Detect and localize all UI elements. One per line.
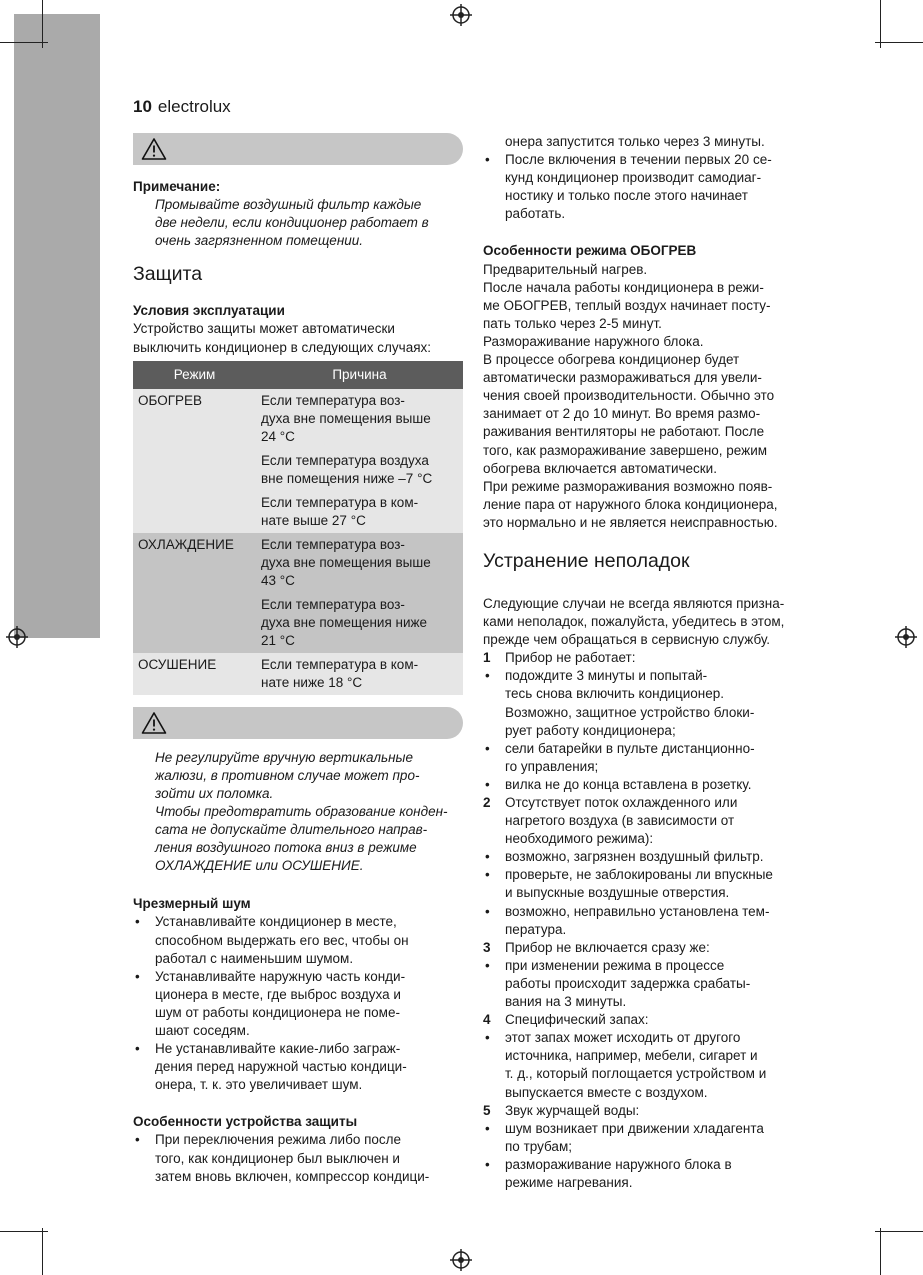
text-line: автоматически размораживаться для увели- — [483, 370, 762, 386]
conditions-line: выключить кондиционер в следующих случаях: — [133, 339, 432, 355]
crop-mark — [42, 1228, 43, 1275]
warning-line: сата не допускайте длительного направ- — [155, 822, 428, 838]
text-line: обогрева включается автоматически. — [483, 460, 717, 476]
trouble-item-5: 5 Звук журчащей воды: — [483, 1102, 640, 1118]
registration-mark-icon — [450, 4, 472, 26]
reason-cell: Если температура в ком- нате выше 27 °C — [256, 491, 463, 533]
note-line: очень загрязненном помещении. — [155, 233, 364, 249]
gray-sidebar-band — [14, 14, 100, 638]
table-row — [133, 653, 463, 695]
list-item: • подождите 3 минуты и попытай- тесь снова включить кондиционер. Возможно, защитное устройство блоки- рует работу кондиционера; — [483, 667, 813, 739]
warning-triangle-icon — [141, 137, 167, 161]
list-item: • шум возникает при движении хладагента по трубам; — [483, 1120, 813, 1156]
text-line: занимает от 2 до 10 минут. Во время размо- — [483, 406, 761, 422]
protection-features-title: Особенности устройства защиты — [133, 1114, 358, 1130]
left-column — [133, 133, 463, 1186]
crop-mark — [880, 1228, 881, 1275]
text-line: Предварительный нагрев. — [483, 261, 648, 277]
warning-bar — [133, 707, 463, 739]
mode-cell: ОСУШЕНИЕ — [133, 653, 256, 695]
list-item: • сели батарейки в пульте дистанционно- го управления; — [483, 740, 813, 776]
trouble-item-1: 1 Прибор не работает: — [483, 650, 636, 666]
noise-title: Чрезмерный шум — [133, 896, 251, 912]
continued-line: онера запустится только через 3 минуты. — [505, 134, 765, 149]
text-line: Следующие случаи не всегда являются призна- — [483, 595, 785, 611]
trouble-item-4: 4 Специфический запах: — [483, 1012, 649, 1028]
troubleshooting-heading: Устранение неполадок — [483, 549, 690, 572]
crop-mark — [42, 0, 43, 48]
text-line: раживания вентиляторы не работают. После — [483, 424, 765, 440]
right-column — [483, 133, 813, 1192]
table-row — [133, 533, 463, 593]
conditions-title: Условия эксплуатации — [133, 303, 285, 319]
text-line: прежде чем обращаться в сервисную службу. — [483, 632, 771, 648]
text-line: чения своей производительности. Обычно это — [483, 388, 775, 404]
note-line: две недели, если кондиционер работает в — [155, 215, 429, 231]
text-line: ление пара от наружного блока кондиционера, — [483, 496, 778, 512]
continued-list — [483, 151, 813, 223]
note-line: Промывайте воздушный фильтр каждые — [155, 197, 422, 213]
list-item: • размораживание наружного блока в режиме нагревания. — [483, 1156, 813, 1192]
trouble-item-3: 3 Прибор не включается сразу же: — [483, 939, 710, 955]
protection-features-list — [133, 1131, 463, 1185]
reason-cell: Если температура воздуха вне помещения ниже –7 °C — [256, 449, 463, 491]
list-item: • Устанавливайте наружную часть конди- ционера в месте, где выброс воздуха и шум от работы кондиционера не поме- шают соседям. — [133, 968, 463, 1040]
list-item: • Устанавливайте кондиционер в месте, способном выдержать его вес, чтобы он работал с наименьшим шумом. — [133, 913, 463, 967]
reason-cell: Если температура в ком- нате ниже 18 °C — [256, 653, 463, 695]
table-header-mode: Режим — [133, 361, 256, 389]
list-item: • при изменении режима в процессе работы происходит задержка срабаты- вания на 3 минуты. — [483, 957, 813, 1011]
crop-mark — [880, 0, 881, 48]
warning-line: ления воздушного потока вниз в режиме — [155, 840, 417, 856]
text-line: того, как размораживание завершено, режим — [483, 442, 768, 458]
warning-line: Чтобы предотвратить образование конден- — [155, 803, 448, 819]
list-item: • После включения в течении первых 20 се- кунд кондиционер производит самодиаг- ностику и только после этого начинает работать. — [483, 151, 813, 223]
text-line: ками неполадок, пожалуйста, убедитесь в этом, — [483, 614, 785, 630]
table-row — [133, 389, 463, 449]
crop-mark — [875, 1231, 923, 1232]
conditions-line: Устройство защиты может автоматически — [133, 321, 395, 337]
reason-cell: Если температура воз- духа вне помещения выше 24 °C — [256, 389, 463, 449]
list-item: • возможно, загрязнен воздушный фильтр. — [483, 848, 813, 866]
list-item: • При переключения режима либо после того, как кондиционер был выключен и затем вновь включен, компрессор кондици- — [133, 1131, 463, 1185]
protection-heading: Защита — [133, 263, 203, 286]
trouble-item-2: 2 Отсутствует поток охлажденного или нагретого воздуха (в зависимости от необходимого режима): — [483, 795, 738, 847]
reason-cell: Если температура воз- духа вне помещения ниже 21 °C — [256, 593, 463, 653]
list-item: • проверьте, не заблокированы ли впускные и выпускные воздушные отверстия. — [483, 866, 813, 902]
page-number: 10 — [133, 97, 152, 116]
list-item: • этот запах может исходить от другого источника, например, мебели, сигарет и т. д., который поглощается устройством и выпускается вместе с воздухом. — [483, 1029, 813, 1101]
crop-mark — [0, 42, 48, 43]
text-line: При режиме размораживания возможно появ- — [483, 478, 773, 494]
registration-mark-icon — [6, 626, 28, 648]
text-line: это нормально и не является неисправностью. — [483, 514, 778, 530]
registration-mark-icon — [450, 1249, 472, 1271]
crop-mark — [875, 42, 923, 43]
list-item: • Не устанавливайте какие-либо заграж- дения перед наружной частью кондици- онера, т. к. это увеличивает шум. — [133, 1040, 463, 1094]
heat-mode-title: Особенности режима ОБОГРЕВ — [483, 243, 697, 259]
page-header — [133, 97, 231, 117]
protection-table — [133, 361, 463, 695]
brand-name: electrolux — [157, 97, 231, 116]
table-header-reason: Причина — [256, 361, 463, 389]
trouble-bullets — [483, 667, 813, 794]
note-title: Примечание: — [133, 179, 221, 194]
text-line: В процессе обогрева кондиционер будет — [483, 352, 740, 368]
warning-triangle-icon — [141, 711, 167, 735]
mode-cell: ОБОГРЕВ — [133, 389, 256, 533]
registration-mark-icon — [895, 626, 917, 648]
text-line: пать только через 2-5 минут. — [483, 315, 662, 331]
note-text — [133, 196, 463, 250]
reason-cell: Если температура воз- духа вне помещения выше 43 °C — [256, 533, 463, 593]
troubleshooting-intro — [483, 595, 813, 649]
trouble-bullets — [483, 848, 813, 938]
list-item: • возможно, неправильно установлена тем- пература. — [483, 903, 813, 939]
heat-mode-text — [483, 261, 813, 532]
mode-cell: ОХЛАЖДЕНИЕ — [133, 533, 256, 653]
trouble-bullets — [483, 957, 813, 1011]
warning-line: жалюзи, в противном случае может про- — [155, 767, 420, 783]
warning-line: зойти их поломка. — [155, 785, 274, 801]
warning-text — [133, 749, 463, 876]
text-line: ме ОБОГРЕВ, теплый воздух начинает посту- — [483, 297, 771, 313]
list-item: • вилка не до конца вставлена в розетку. — [483, 776, 813, 794]
warning-bar — [133, 133, 463, 165]
trouble-bullets — [483, 1029, 813, 1101]
noise-list — [133, 913, 463, 1094]
warning-line: ОХЛАЖДЕНИЕ или ОСУШЕНИЕ. — [155, 858, 364, 874]
trouble-bullets — [483, 1120, 813, 1192]
text-line: Размораживание наружного блока. — [483, 333, 704, 349]
text-line: После начала работы кондиционера в режи- — [483, 279, 764, 295]
crop-mark — [0, 1231, 48, 1232]
warning-line: Не регулируйте вручную вертикальные — [155, 749, 413, 765]
